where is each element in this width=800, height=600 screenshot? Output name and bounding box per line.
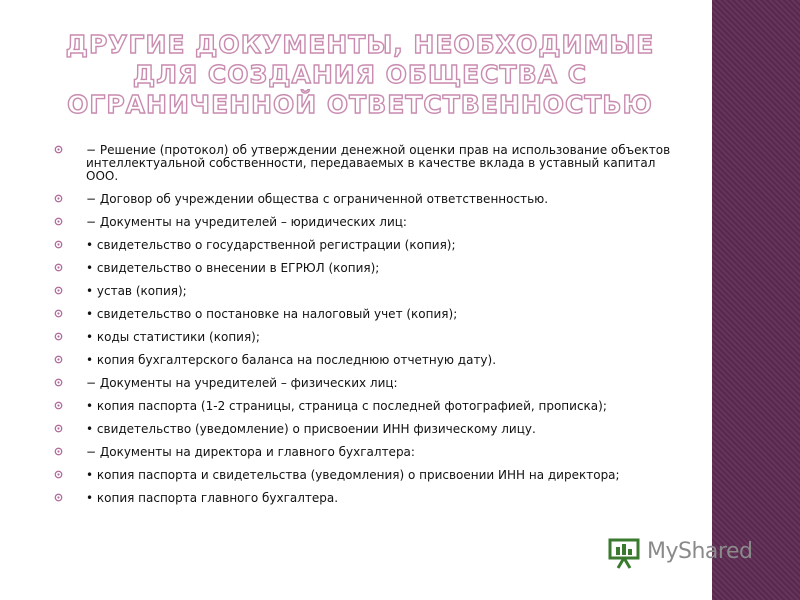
list-item — [50, 492, 680, 505]
bullet-icon — [54, 401, 63, 410]
list-item — [50, 193, 680, 206]
logo-text: MyShared — [647, 539, 753, 564]
list-item-text: • коды статистики (копия); — [86, 330, 260, 344]
bullet-icon — [54, 194, 63, 203]
presentation-icon — [607, 537, 643, 569]
list-item-text: • свидетельство о государственной регистрации (копия); — [86, 238, 456, 252]
document-list — [50, 144, 680, 515]
list-item-text: • устав (копия); — [86, 284, 187, 298]
bullet-icon — [54, 424, 63, 433]
list-item — [50, 354, 680, 367]
list-item — [50, 331, 680, 344]
bullet-icon — [54, 493, 63, 502]
list-item — [50, 446, 680, 459]
list-item-text: • свидетельство о внесении в ЕГРЮЛ (копия); — [86, 261, 380, 275]
list-item — [50, 400, 680, 413]
list-item-text: • свидетельство (уведомление) о присвоении ИНН физическому лицу. — [86, 422, 536, 436]
list-item — [50, 308, 680, 321]
list-item-text: − Решение (протокол) об утверждении денежной оценки прав на использование объектов интеллектуальной собственности, передаваемых в качестве вклада в уставный капитал ООО. — [86, 143, 671, 183]
list-item — [50, 239, 680, 252]
decorative-side-band — [712, 0, 800, 600]
list-item-text: • копия паспорта (1-2 страницы, страница с последней фотографией, прописка); — [86, 399, 607, 413]
bullet-icon — [54, 145, 63, 154]
bullet-icon — [54, 263, 63, 272]
bullet-icon — [54, 470, 63, 479]
list-item — [50, 285, 680, 298]
bullet-icon — [54, 240, 63, 249]
bullet-icon — [54, 355, 63, 364]
list-item-text: • копия паспорта и свидетельства (уведомления) о присвоении ИНН на директора; — [86, 468, 620, 482]
bullet-icon — [54, 309, 63, 318]
bullet-icon — [54, 332, 63, 341]
list-item — [50, 423, 680, 436]
list-item-text: • копия бухгалтерского баланса на последнюю отчетную дату). — [86, 353, 497, 367]
bullet-icon — [54, 447, 63, 456]
list-item-text: − Документы на директора и главного бухгалтера: — [86, 445, 415, 459]
bullet-icon — [54, 286, 63, 295]
list-item-text: − Документы на учредителей – физических лиц: — [86, 376, 398, 390]
list-item — [50, 216, 680, 229]
list-item-text: − Договор об учреждении общества с ограниченной ответственностью. — [86, 192, 549, 206]
myshared-logo — [607, 537, 767, 571]
list-item — [50, 262, 680, 275]
slide-title: ДРУГИЕ ДОКУМЕНТЫ, НЕОБХОДИМЫЕ ДЛЯ СОЗДАНИЯ ОБЩЕСТВА С ОГРАНИЧЕННОЙ ОТВЕТСТВЕННОСТЬЮ — [65, 30, 655, 119]
bullet-icon — [54, 217, 63, 226]
list-item — [50, 377, 680, 390]
list-item — [50, 469, 680, 482]
bullet-icon — [54, 378, 63, 387]
list-item-text: • свидетельство о постановке на налоговый учет (копия); — [86, 307, 458, 321]
list-item-text: • копия паспорта главного бухгалтера. — [86, 491, 339, 505]
list-item — [50, 144, 680, 183]
list-item-text: − Документы на учредителей – юридических лиц: — [86, 215, 407, 229]
